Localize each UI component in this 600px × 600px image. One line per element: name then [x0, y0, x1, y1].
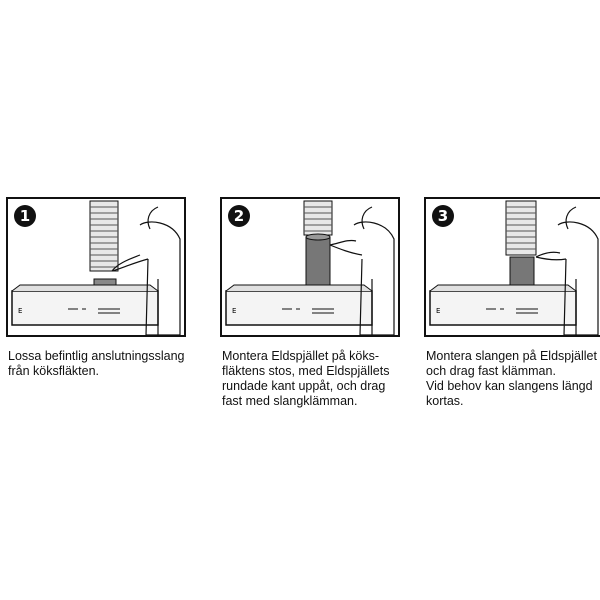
step-2-caption: Montera Eldspjället på köks- fläktens stos, med Eldspjällets rundade kant uppåt, och drag fast med slangklämman. [222, 349, 390, 408]
svg-text:E: E [18, 307, 23, 315]
step-1-caption: Lossa befintlig anslutningsslang från köksfläkten. [8, 349, 185, 378]
step-3-illustration [424, 197, 600, 337]
step-number-badge: 1 [14, 205, 36, 227]
svg-text:E: E [436, 307, 441, 315]
step-number-badge: 3 [432, 205, 454, 227]
step-number-badge: 2 [228, 205, 250, 227]
svg-text:E: E [232, 307, 237, 315]
step-3-caption: Montera slangen på Eldspjället och drag fast klämman. Vid behov kan slangens längd kortas. [426, 349, 597, 408]
step-1-illustration [6, 197, 186, 337]
step-2-illustration [220, 197, 400, 337]
